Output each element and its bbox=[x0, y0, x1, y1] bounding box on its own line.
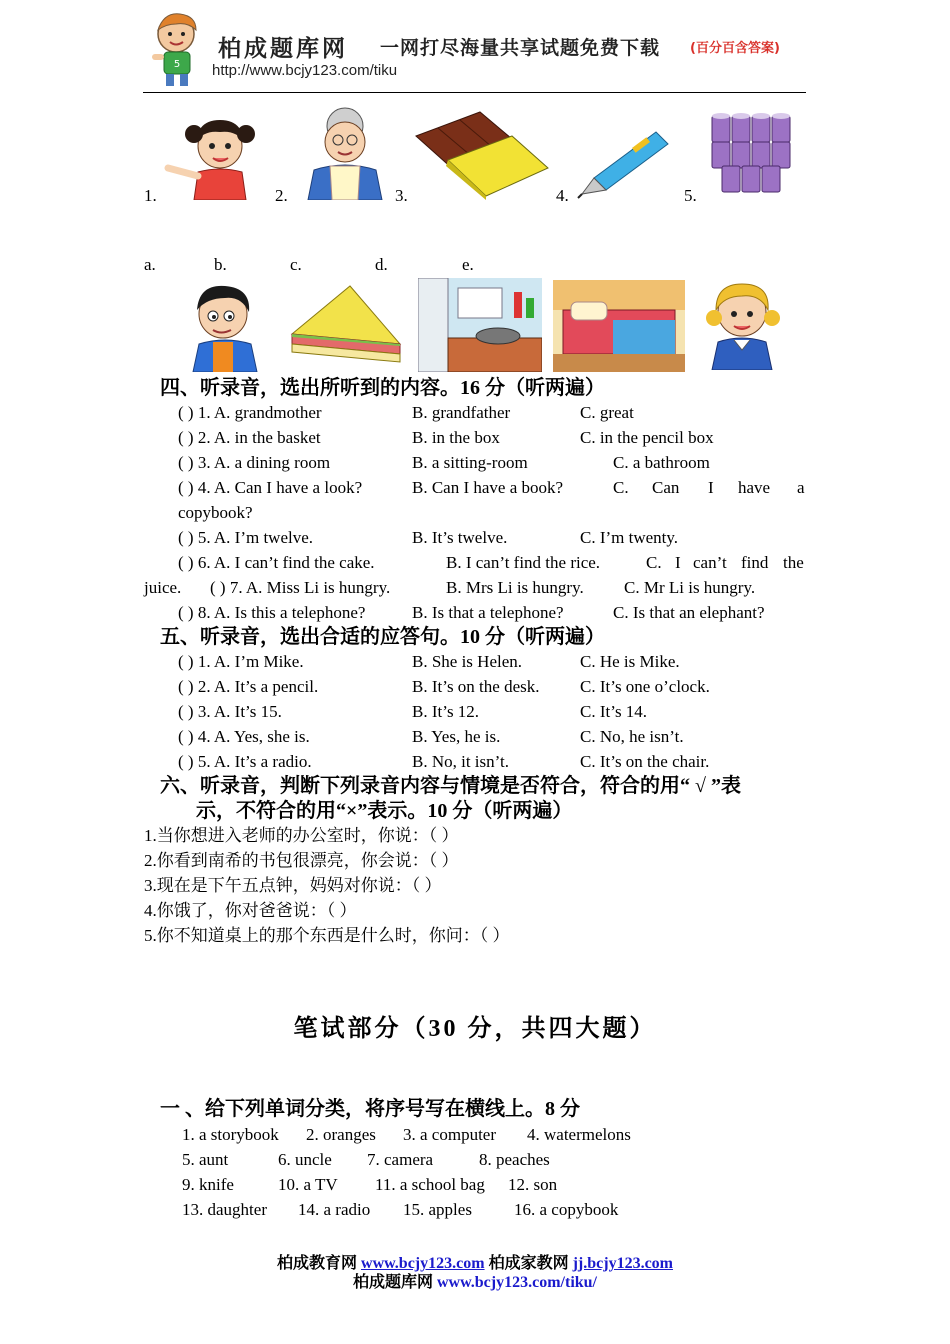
s4-q3-a: ( ) 3. A. a dining room bbox=[178, 453, 331, 472]
s4-q5-a: ( ) 5. A. I’m twelve. bbox=[178, 528, 314, 547]
s4-q6-b: B. I can’t find the rice. bbox=[446, 553, 601, 572]
row1-label-4: 4. bbox=[556, 186, 569, 205]
s4-q6-c-word2: I bbox=[675, 553, 681, 572]
s4-q4-c-word4: have bbox=[738, 478, 771, 497]
s5-q4-b: B. Yes, he is. bbox=[412, 727, 501, 746]
s4-q4-c-word3: I bbox=[708, 478, 714, 497]
answer-badge: (百分百含答案) bbox=[690, 41, 780, 56]
s4-q7-c: C. Mr Li is hungry. bbox=[624, 578, 756, 597]
w1-r4-c1: 13. daughter bbox=[182, 1200, 267, 1219]
w1-r2-c1: 5. aunt bbox=[182, 1150, 229, 1169]
s4-q3-b: B. a sitting-room bbox=[412, 453, 528, 472]
s5-q3-c: C. It’s 14. bbox=[580, 702, 648, 721]
written-section1-title: 一 、给下列单词分类，将序号写在横线上。8 分 bbox=[160, 1098, 580, 1120]
s4-q7-b: B. Mrs Li is hungry. bbox=[446, 578, 584, 597]
written-part-title: 笔试部分（30 分，共四大题） bbox=[293, 1016, 657, 1042]
s5-q2-c: C. It’s one o’clock. bbox=[580, 677, 710, 696]
row1-label-1: 1. bbox=[144, 186, 157, 205]
row1-label-5: 5. bbox=[684, 186, 697, 205]
section6-title-line1: 六、听录音，判断下列录音内容与情境是否符合，符合的用“ √ ”表 bbox=[160, 775, 741, 797]
header-divider bbox=[143, 92, 806, 93]
s5-q3-a: ( ) 3. A. It’s 15. bbox=[178, 702, 282, 721]
s6-item-1: 1.当你想进入老师的办公室时，你说：（ ） bbox=[144, 826, 459, 845]
s4-q4-c-word5: a bbox=[797, 478, 805, 497]
s4-q8-a: ( ) 8. A. Is this a telephone? bbox=[178, 603, 366, 622]
s4-q4-a: ( ) 4. A. Can I have a look? bbox=[178, 478, 363, 497]
s4-q4-b: B. Can I have a book? bbox=[412, 478, 564, 497]
s4-q4-c-continued: copybook? bbox=[178, 503, 253, 522]
s4-q4-c-word1: C. bbox=[613, 478, 629, 497]
row2-label-d: d. bbox=[375, 255, 388, 274]
s4-q8-c: C. Is that an elephant? bbox=[613, 603, 765, 622]
bedroom-picture bbox=[553, 280, 685, 372]
s4-q3-c: C. a bathroom bbox=[613, 453, 710, 472]
grandmother-picture bbox=[298, 100, 393, 200]
s5-q5-a: ( ) 5. A. It’s a radio. bbox=[178, 752, 312, 771]
s6-item-5: 5.你不知道桌上的那个东西是什么时，你问：（ ） bbox=[144, 926, 510, 945]
boy-picture bbox=[185, 280, 265, 372]
s6-item-3: 3.现在是下午五点钟，妈妈对你说：（ ） bbox=[144, 876, 442, 895]
w1-r4-c2: 14. a radio bbox=[298, 1200, 371, 1219]
section4-title: 四、听录音，选出所听到的内容。16 分（听两遍） bbox=[160, 377, 605, 399]
kitchen-picture bbox=[418, 278, 542, 372]
s5-q2-b: B. It’s on the desk. bbox=[412, 677, 540, 696]
footer-line2 bbox=[0, 1269, 950, 1292]
s4-q6-a: ( ) 6. A. I can’t find the cake. bbox=[178, 553, 375, 572]
s4-q6-c-word3: can’t bbox=[693, 553, 727, 572]
s4-q2-c: C. in the pencil box bbox=[580, 428, 714, 447]
s4-q7-a: ( ) 7. A. Miss Li is hungry. bbox=[210, 578, 391, 597]
site-slogan: 一网打尽海量共享试题免费下载 bbox=[380, 37, 661, 59]
footer-tutor-link[interactable]: jj.bcjy123.com bbox=[572, 1255, 673, 1272]
w1-r4-c4: 16. a copybook bbox=[514, 1200, 619, 1219]
row1-label-3: 3. bbox=[395, 186, 408, 205]
footer-tutor-label: 柏成家教网 bbox=[488, 1255, 569, 1272]
s4-q6-c-word1: C. bbox=[646, 553, 662, 572]
s4-q6-c-word4: find bbox=[741, 553, 769, 572]
s6-item-2: 2.你看到南希的书包很漂亮，你会说：（ ） bbox=[144, 851, 459, 870]
w1-r3-c1: 9. knife bbox=[182, 1175, 234, 1194]
row2-label-c: c. bbox=[290, 255, 302, 274]
s5-q4-a: ( ) 4. A. Yes, she is. bbox=[178, 727, 310, 746]
s4-q5-c: C. I’m twenty. bbox=[580, 528, 679, 547]
w1-r2-c3: 7. camera bbox=[367, 1150, 434, 1169]
s4-q8-b: B. Is that a telephone? bbox=[412, 603, 564, 622]
section5-title: 五、听录音，选出合适的应答句。10 分（听两遍） bbox=[160, 626, 605, 648]
s4-q2-b: B. in the box bbox=[412, 428, 500, 447]
sandwich-picture bbox=[288, 282, 404, 364]
site-url: http://www.bcjy123.com/tiku bbox=[212, 62, 398, 79]
s4-q1-b: B. grandfather bbox=[412, 403, 511, 422]
row2-label-b: b. bbox=[214, 255, 227, 274]
site-name: 柏成题库网 bbox=[218, 36, 348, 62]
w1-r3-c3: 11. a school bag bbox=[375, 1175, 485, 1194]
w1-r2-c4: 8. peaches bbox=[479, 1150, 550, 1169]
row2-label-e: e. bbox=[462, 255, 474, 274]
s5-q5-c: C. It’s on the chair. bbox=[580, 752, 710, 771]
chocolate-picture bbox=[408, 108, 553, 200]
section6-title-line2: 示，不符合的用“×”表示。10 分（听两遍） bbox=[196, 800, 573, 822]
w1-r4-c3: 15. apples bbox=[403, 1200, 472, 1219]
footer-edu-link[interactable]: www.bcjy123.com bbox=[361, 1255, 485, 1272]
row1-label-2: 2. bbox=[275, 186, 288, 205]
s5-q5-b: B. No, it isn’t. bbox=[412, 752, 509, 771]
s4-q2-a: ( ) 2. A. in the basket bbox=[178, 428, 321, 447]
w1-r1-c3: 3. a computer bbox=[403, 1125, 496, 1144]
s5-q1-c: C. He is Mike. bbox=[580, 652, 680, 671]
w1-r1-c4: 4. watermelons bbox=[527, 1125, 631, 1144]
w1-r3-c2: 10. a TV bbox=[278, 1175, 338, 1194]
s5-q4-c: C. No, he isn’t. bbox=[580, 727, 684, 746]
s4-q6-c-word5: the bbox=[783, 553, 804, 572]
s4-q5-b: B. It’s twelve. bbox=[412, 528, 508, 547]
footer-tiku-label: 柏成题库网 bbox=[352, 1274, 433, 1291]
girl-pointing-picture bbox=[158, 110, 268, 200]
s4-q1-c: C. great bbox=[580, 403, 634, 422]
w1-r1-c2: 2. oranges bbox=[306, 1125, 376, 1144]
w1-r3-c4: 12. son bbox=[508, 1175, 558, 1194]
row2-label-a: a. bbox=[144, 255, 156, 274]
svg-text:5: 5 bbox=[173, 59, 181, 70]
footer-edu-label: 柏成教育网 bbox=[277, 1255, 358, 1272]
girl-smiling-picture bbox=[700, 276, 786, 370]
w1-r2-c2: 6. uncle bbox=[278, 1150, 332, 1169]
s6-item-4: 4.你饿了，你对爸爸说：（ ） bbox=[144, 901, 357, 920]
pen-picture bbox=[572, 122, 672, 200]
s4-q6-c-continued: juice. bbox=[144, 578, 182, 597]
footer-tiku-link[interactable]: www.bcjy123.com/tiku/ bbox=[437, 1274, 597, 1291]
mascot-boy-logo bbox=[146, 10, 208, 90]
s4-q4-c-word2: Can bbox=[652, 478, 680, 497]
s5-q1-a: ( ) 1. A. I’m Mike. bbox=[178, 652, 304, 671]
w1-r1-c1: 1. a storybook bbox=[182, 1125, 279, 1144]
s5-q1-b: B. She is Helen. bbox=[412, 652, 523, 671]
s5-q2-a: ( ) 2. A. It’s a pencil. bbox=[178, 677, 319, 696]
s5-q3-b: B. It’s 12. bbox=[412, 702, 480, 721]
cans-picture bbox=[704, 102, 798, 197]
s4-q1-a: ( ) 1. A. grandmother bbox=[178, 403, 322, 422]
